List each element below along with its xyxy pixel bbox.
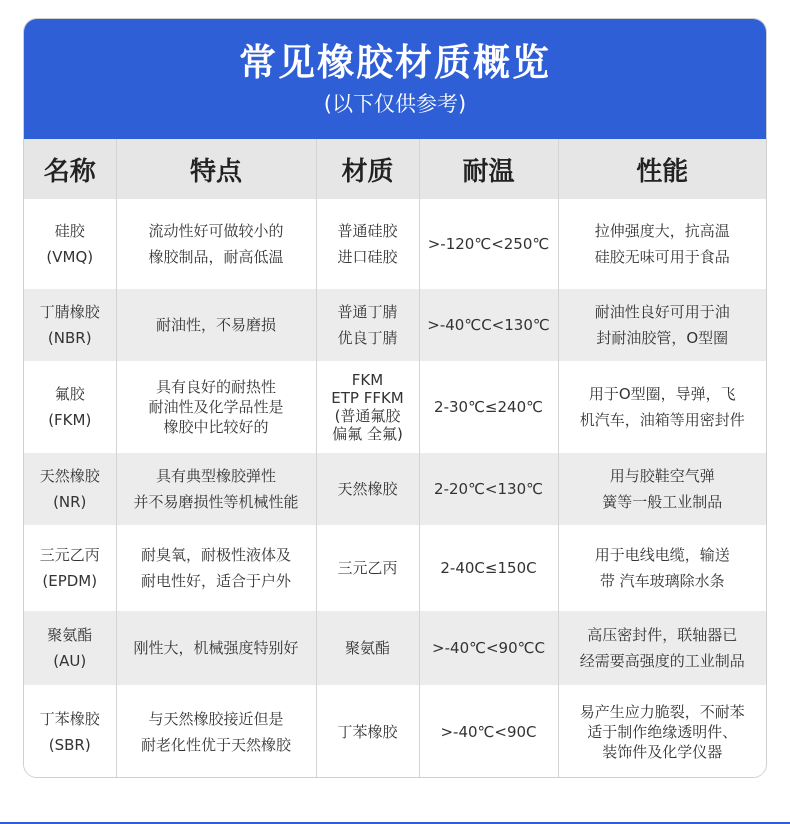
cell-name <box>24 525 116 611</box>
performance-line: 装饰件及化学仪器 <box>602 743 723 761</box>
performance-line: 簧等一般工业制品 <box>602 493 723 511</box>
cell-temperature: 2-40C≤150C <box>419 525 558 611</box>
performance-line: 硅胶无味可用于食品 <box>594 248 730 266</box>
performance-line: 经需要高强度的工业制品 <box>579 652 745 670</box>
cell-feature <box>116 685 316 778</box>
cell-performance <box>558 289 766 361</box>
cell-temperature: 2-20℃<130℃ <box>419 453 558 525</box>
material-line: 普通硅胶 <box>337 222 398 240</box>
page-subtitle: (以下仅供参考) <box>323 92 467 116</box>
material-line: 普通丁腈 <box>337 303 398 321</box>
performance-line: 易产生应力脆裂，不耐苯 <box>579 703 745 721</box>
header-feature: 特点 <box>116 139 316 199</box>
rubber-table <box>24 139 766 778</box>
feature-line: 并不易磨损性等机械性能 <box>133 493 299 511</box>
cell-material <box>316 685 419 778</box>
cell-temperature: >-120℃<250℃ <box>419 199 558 289</box>
cell-name <box>24 361 116 453</box>
table-row <box>24 525 766 611</box>
performance-line: 用于O型圈，导弹，飞 <box>588 385 736 403</box>
header-temperature: 耐温 <box>419 139 558 199</box>
feature-line: 橡胶制品，耐高低温 <box>148 248 284 266</box>
cell-performance <box>558 199 766 289</box>
cell-material <box>316 611 419 685</box>
cell-name <box>24 685 116 778</box>
cell-name <box>24 289 116 361</box>
table-row <box>24 453 766 525</box>
table-header-row <box>24 139 766 199</box>
name-code: (FKM) <box>48 411 92 429</box>
feature-line: 橡胶中比较好的 <box>163 418 269 436</box>
material-line: 偏氟 全氟) <box>332 425 403 443</box>
feature-line: 耐油性及化学品性是 <box>148 398 284 416</box>
cell-material <box>316 289 419 361</box>
cell-feature <box>116 199 316 289</box>
cell-feature <box>116 611 316 685</box>
cell-performance <box>558 611 766 685</box>
name-code: (NR) <box>53 493 87 511</box>
material-line: 三元乙丙 <box>337 559 398 577</box>
cell-material <box>316 453 419 525</box>
feature-line: 具有典型橡胶弹性 <box>155 467 276 485</box>
performance-line: 适于制作绝缘透明件、 <box>587 723 738 741</box>
header-material: 材质 <box>316 139 419 199</box>
name-code: (NBR) <box>47 329 92 347</box>
cell-temperature: 2-30℃≤240℃ <box>419 361 558 453</box>
material-line: 优良丁腈 <box>337 329 398 347</box>
material-line: (普通氟胶 <box>334 407 401 425</box>
performance-line: 带 汽车玻璃除水条 <box>599 572 725 590</box>
performance-line: 封耐油胶管，O型圈 <box>596 329 729 347</box>
table-row <box>24 361 766 453</box>
name-code: (EPDM) <box>42 572 98 590</box>
header-performance: 性能 <box>558 139 766 199</box>
name-line: 三元乙丙 <box>39 546 100 564</box>
cell-name <box>24 611 116 685</box>
feature-line: 流动性好可做较小的 <box>148 222 284 240</box>
material-line: 天然橡胶 <box>337 480 398 498</box>
feature-line: 耐电性好，适合于户外 <box>140 572 291 590</box>
cell-material <box>316 199 419 289</box>
cell-feature <box>116 361 316 453</box>
cell-performance <box>558 525 766 611</box>
page-title: 常见橡胶材质概览 <box>239 41 551 84</box>
title-banner <box>24 19 766 139</box>
feature-line: 与天然橡胶接近但是 <box>148 710 284 728</box>
cell-performance <box>558 685 766 778</box>
material-line: FKM <box>351 371 384 389</box>
name-code: (SBR) <box>48 736 91 754</box>
table-row <box>24 199 766 289</box>
name-code: (AU) <box>53 652 87 670</box>
cell-name <box>24 453 116 525</box>
feature-line: 耐臭氧，耐极性液体及 <box>140 546 291 564</box>
performance-line: 高压密封件，联轴器已 <box>587 626 738 644</box>
cell-temperature: >-40℃<90C <box>419 685 558 778</box>
performance-line: 拉伸强度大，抗高温 <box>594 222 730 240</box>
name-line: 氟胶 <box>54 385 85 403</box>
cell-name <box>24 199 116 289</box>
performance-line: 用于电线电缆，输送 <box>594 546 730 564</box>
material-line: 聚氨酯 <box>344 639 390 657</box>
performance-line: 机汽车，油箱等用密封件 <box>579 411 745 429</box>
name-line: 丁苯橡胶 <box>39 710 100 728</box>
rubber-overview-card <box>23 18 767 778</box>
name-line: 聚氨酯 <box>47 626 93 644</box>
cell-temperature: >-40℃<90℃C <box>419 611 558 685</box>
cell-material <box>316 525 419 611</box>
cell-feature <box>116 453 316 525</box>
material-line: ETP FFKM <box>331 389 404 407</box>
performance-line: 耐油性良好可用于油 <box>594 303 730 321</box>
material-line: 进口硅胶 <box>337 248 398 266</box>
cell-material <box>316 361 419 453</box>
name-line: 硅胶 <box>54 222 85 240</box>
cell-feature <box>116 289 316 361</box>
material-line: 丁苯橡胶 <box>337 723 398 741</box>
table-row <box>24 685 766 778</box>
cell-temperature: >-40℃C<130℃ <box>419 289 558 361</box>
cell-performance <box>558 361 766 453</box>
feature-line: 耐油性，不易磨损 <box>155 316 276 334</box>
feature-line: 耐老化性优于天然橡胶 <box>140 736 291 754</box>
feature-line: 刚性大，机械强度特别好 <box>133 639 299 657</box>
name-line: 丁腈橡胶 <box>39 303 100 321</box>
cell-feature <box>116 525 316 611</box>
table-row <box>24 611 766 685</box>
cell-performance <box>558 453 766 525</box>
header-name: 名称 <box>24 139 116 199</box>
table-row <box>24 289 766 361</box>
name-code: (VMQ) <box>46 248 94 266</box>
performance-line: 用与胶鞋空气弹 <box>609 467 715 485</box>
name-line: 天然橡胶 <box>39 467 100 485</box>
feature-line: 具有良好的耐热性 <box>155 378 276 396</box>
